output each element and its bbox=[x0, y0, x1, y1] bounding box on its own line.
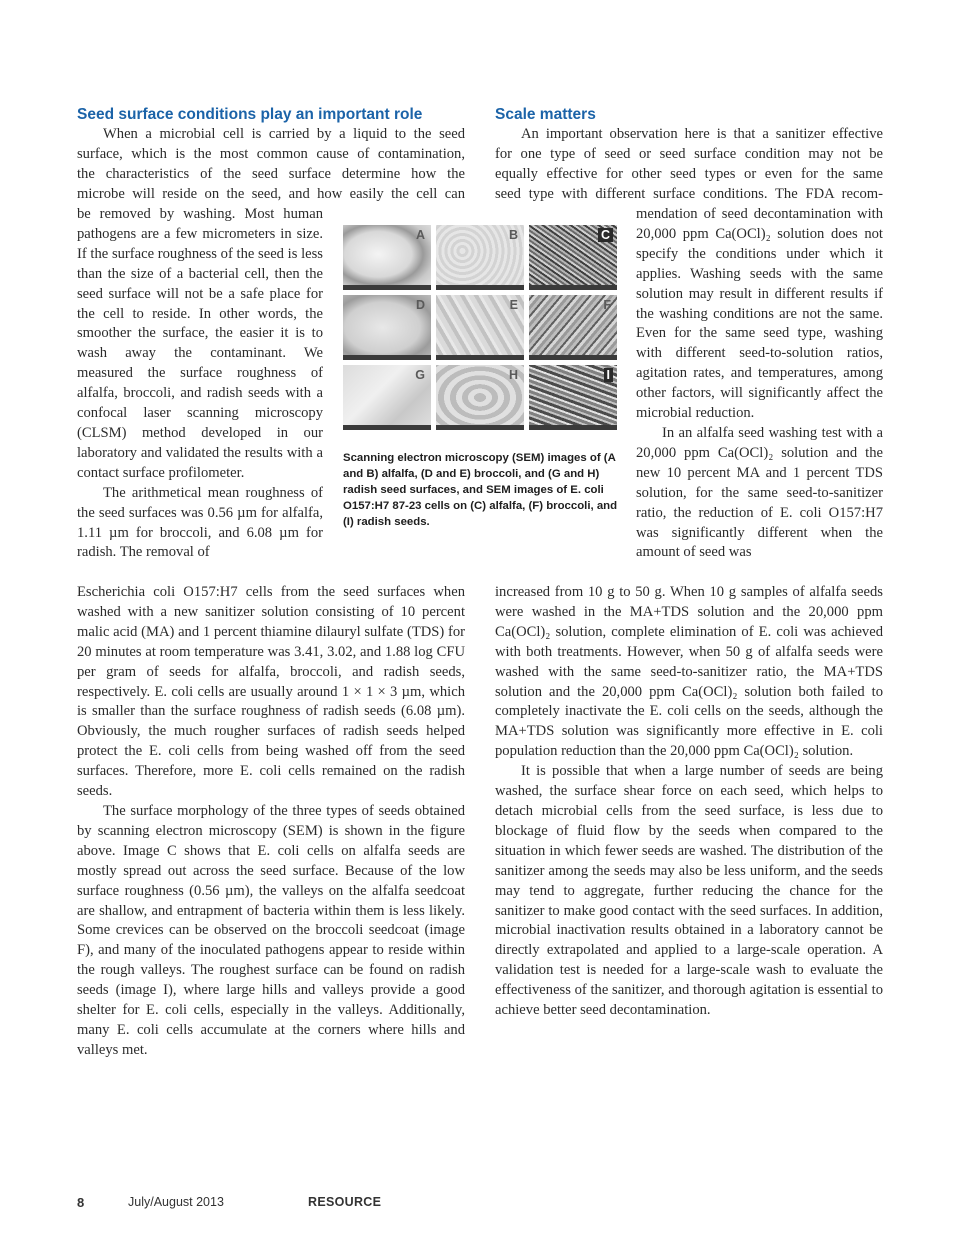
panel-label: G bbox=[415, 368, 425, 382]
sem-panel-d bbox=[343, 295, 431, 360]
text-line: seed type with different surface conditions. The FDA recom- bbox=[495, 185, 883, 202]
text-line: for one type of seed or seed surface condition may not be bbox=[495, 145, 883, 162]
panel-label: H bbox=[508, 368, 518, 382]
panel-label: C bbox=[598, 228, 613, 242]
sem-panel-b bbox=[436, 225, 524, 290]
text-line: When a microbial cell is carried by a liquid to the seed bbox=[103, 126, 465, 142]
sem-panel-f bbox=[529, 295, 617, 360]
figure-caption: Scanning electron microscopy (SEM) images of (A and B) alfalfa, (D and E) broccoli, and (G and H) radish seed surfaces, and SEM images of E. coli O157:H7 87-23 cells on (C) alfalfa, (F) broccoli, and (I) radish seeds. bbox=[343, 452, 618, 528]
magazine-name: RESOURCE bbox=[308, 1195, 382, 1209]
text-line: microbe will reside on the seed, and how easily the cell can bbox=[77, 185, 465, 202]
right-paragraph-1-top bbox=[495, 125, 883, 205]
text-line: surface, which is the most common cause of contamination, bbox=[77, 145, 465, 162]
left-paragraph-1-continued: be removed by washing. Most human pathogens are a few micrometers in size. If the surface roughness of the seed is less than the size of a bacterial cell, then the seed surface will not be a safe place for the cell to reside. In other words, the smoother the surface, the easier it is to wash away the contaminant. We measured the surface roughness of alfalfa, broccoli, and radish seeds with a confocal laser scanning microscopy (CLSM) method developed in our laboratory and validated the results with a contact surface profilometer. bbox=[77, 206, 323, 481]
sem-panel-e bbox=[436, 295, 524, 360]
right-paragraph-3: It is possible that when a large number of seeds are being washed, the surface shear force on each seed, which helps to detach microbial cells from the seed surface, is less due to blockage of fluid flow by the seeds when compared to the situation in which fewer seeds are washed. The distribution of the sanitizer among the seeds may also be less uniform, and the seeds may tend to aggregate, further reducing the chance for the sanitizer to make good contact with the seed surfaces. In addition, microbial inactivation results obtained in a laboratory cannot be directly extrapolated and applied to a large-scale operation. A validation test is needed for a large-scale wash to evaluate the effectiveness of the sanitizer, and thorough agitation is essential to achieve better seed decontamination. bbox=[495, 763, 883, 1019]
panel-label: D bbox=[415, 298, 425, 312]
text-line: An important observation here is that a sanitizer effective bbox=[521, 126, 883, 142]
issue-date: July/August 2013 bbox=[128, 1195, 224, 1209]
right-wide-block bbox=[495, 583, 883, 1021]
left-paragraph-3: The surface morphology of the three types of seeds obtained by scanning electron microscopy (SEM) is shown in the figure above. Image C shows that E. coli cells on alfalfa seeds are mostly spread out across the seed surface. Because of the low surface roughness (0.56 µm), the valleys on the alfalfa seedcoat are shallow, and entrapment of bacteria within them is less likely. Some crevices can be observed on the broccoli seedcoat (image F), and many of the inoculated pathogens appear to reside within the rough valleys. The roughest surface can be found on radish seeds (image I), where large hills and valleys provide a good shelter for E. coli cells, especially in the valleys. Additionally, many E. coli cells accumulate at the corners where hills and valleys met. bbox=[77, 802, 465, 1058]
right-paragraph-2-continued: increased from 10 g to 50 g. When 10 g samples of alfalfa seeds were washed in the MA+TDS solution and the 20,000 ppm Ca(OCl)₂ solution, complete elimination of E. coli was achieved with both treatments. However, when 50 g of alfalfa seeds were washed with the same seed-to-sanitizer ratio, the MA+TDS solution and the 20,000 ppm Ca(OCl)₂ solution both failed to completely inactivate the E. coli cells on the seeds, although the MA+TDS solution was significantly more effective in E. coli population reduction than the 20,000 ppm Ca(OCl)₂ solution. bbox=[495, 584, 883, 760]
right-paragraph-1-continued: mendation of seed decontamination with 20,000 ppm Ca(OCl)₂ solution does not specify the conditions under which it applies. Washing seeds with the same solution may result in different results if the washing conditions are not the same. Even for the same seed type, washing with different seed-to-solution ratios, agitation rates, and temperatures, among other factors, will significantly affect the microbial reduction. bbox=[636, 206, 883, 422]
left-paragraph-2-start: The arithmetical mean roughness of the seed surfaces was 0.56 µm for alfalfa, 1.11 µm for broccoli, and 6.08 µm for radish. The removal of bbox=[77, 484, 323, 561]
page-number: 8 bbox=[77, 1195, 85, 1210]
right-paragraph-2-start: In an alfalfa seed washing test with a 20,000 ppm Ca(OCl)₂ solution and the new 10 percent MA and 1 percent TDS solution, for the same seed-to-sanitizer ratio, the reduction of E. coli O157:H7 was significantly different when the amount of seed was bbox=[636, 424, 883, 561]
panel-label: A bbox=[415, 228, 425, 242]
sem-panel-i bbox=[529, 365, 617, 430]
text-line: equally effective for other seed types or even for the same bbox=[495, 165, 883, 182]
left-wide-block bbox=[77, 583, 465, 1061]
text-line: the characteristics of the seed surface determine how the bbox=[77, 165, 465, 182]
panel-label: F bbox=[603, 298, 611, 312]
panel-label: B bbox=[508, 228, 518, 242]
panel-label: E bbox=[509, 298, 518, 312]
panel-label: I bbox=[604, 368, 613, 382]
right-narrow-block bbox=[636, 205, 883, 563]
left-paragraph-1-top bbox=[77, 125, 465, 205]
section-heading-seed-surface: Seed surface conditions play an important role bbox=[77, 106, 423, 123]
section-heading-scale-matters: Scale matters bbox=[495, 106, 596, 123]
sem-panel-g bbox=[343, 365, 431, 430]
sem-panel-c bbox=[529, 225, 617, 290]
left-paragraph-2-continued: Escherichia coli O157:H7 cells from the seed surfaces when washed with a new sanitizer solution consisting of 10 percent malic acid (MA) and 1 percent thiamine dilauryl sulfate (TDS) for 20 minutes at room temperature was 3.41, 3.02, and 1.88 log CFU per gram of seeds for alfalfa, broccoli, and radish seeds, respectively. E. coli cells are usually around 1 × 1 × 3 µm, which is smaller than the surface roughness of radish seeds (6.08 µm). Obviously, the much rougher surfaces of radish seeds helped protect the E. coli cells from being washed off from the seed surfaces. Therefore, more E. coli cells remained on the radish seeds. bbox=[77, 584, 465, 800]
sem-image-grid bbox=[343, 225, 617, 430]
sem-panel-h bbox=[436, 365, 524, 430]
left-narrow-block bbox=[77, 205, 323, 563]
sem-panel-a bbox=[343, 225, 431, 290]
